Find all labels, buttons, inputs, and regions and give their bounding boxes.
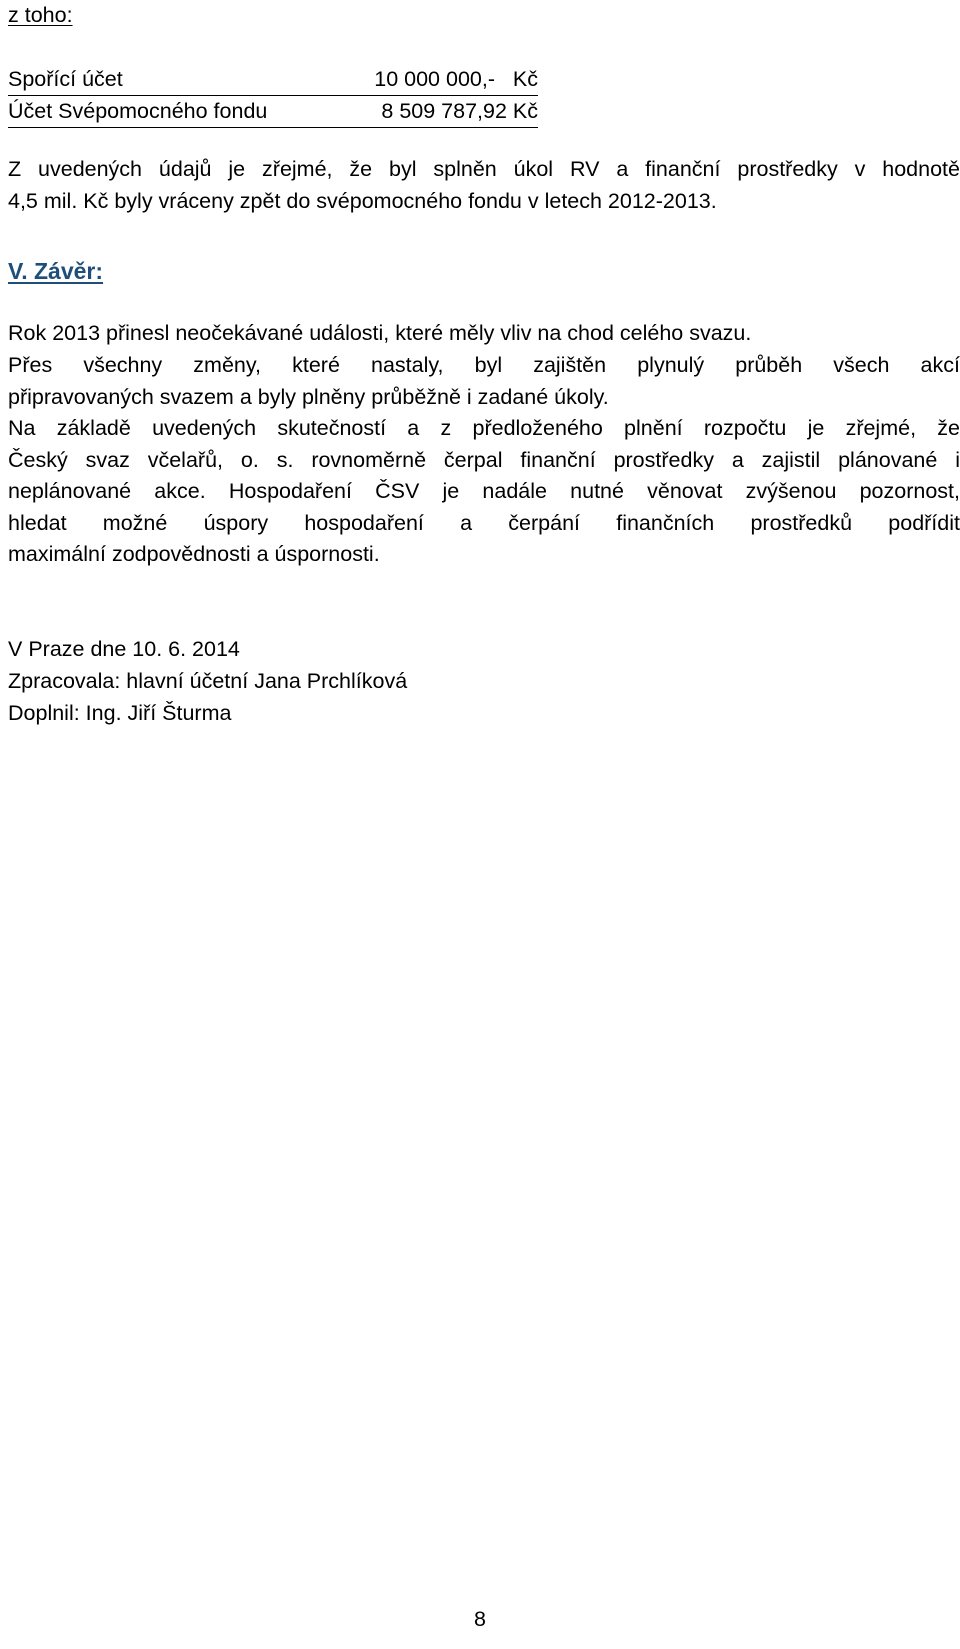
signature-prepared-by: Zpracovala: hlavní účetní Jana Prchlíková	[8, 669, 408, 693]
page-number: 8	[474, 1607, 486, 1631]
account-amount: 8 509 787,92 Kč	[381, 99, 538, 123]
account-amount: 10 000 000,- Kč	[374, 67, 538, 91]
account-row-savings	[8, 64, 538, 96]
account-name: Spořící účet	[8, 67, 123, 91]
paragraph-fund-return: Z uvedených údajů je zřejmé, že byl splněn úkol RV a finanční prostředky v hodnotě 4,5 mil. Kč byly vráceny zpět do svépomocného fondu v letech 2012-2013.	[8, 157, 960, 213]
paragraph-changes: Přes všechny změny, které nastaly, byl zajištěn plynulý průběh všech akcí připravovaných svazem a byly plněny průběžně i zadané úkoly.	[8, 353, 960, 409]
account-row-fund	[8, 96, 538, 128]
signature-supplemented-by: Doplnil: Ing. Jiří Šturma	[8, 701, 232, 725]
section-title: V. Závěr:	[8, 258, 104, 284]
paragraph-year-events: Rok 2013 přinesl neočekávané události, které měly vliv na chod celého svazu.	[8, 321, 752, 345]
intro-label: z toho:	[8, 3, 73, 27]
account-name: Účet Svépomocného fondu	[8, 99, 268, 123]
signature-place-date: V Praze dne 10. 6. 2014	[8, 637, 240, 661]
paragraph-conclusion: Na základě uvedených skutečností a z předloženého plnění rozpočtu je zřejmé, že Český svaz včelařů, o. s. rovnoměrně čerpal finanční prostředky a zajistil plánované i neplánované akce. Hospodaření ČSV je nadále nutné věnovat zvýšenou pozornost, hledat možné úspory hospodaření a čerpání finančních prostředků podřídit maximální zodpovědnosti a úspornosti.	[8, 416, 960, 567]
